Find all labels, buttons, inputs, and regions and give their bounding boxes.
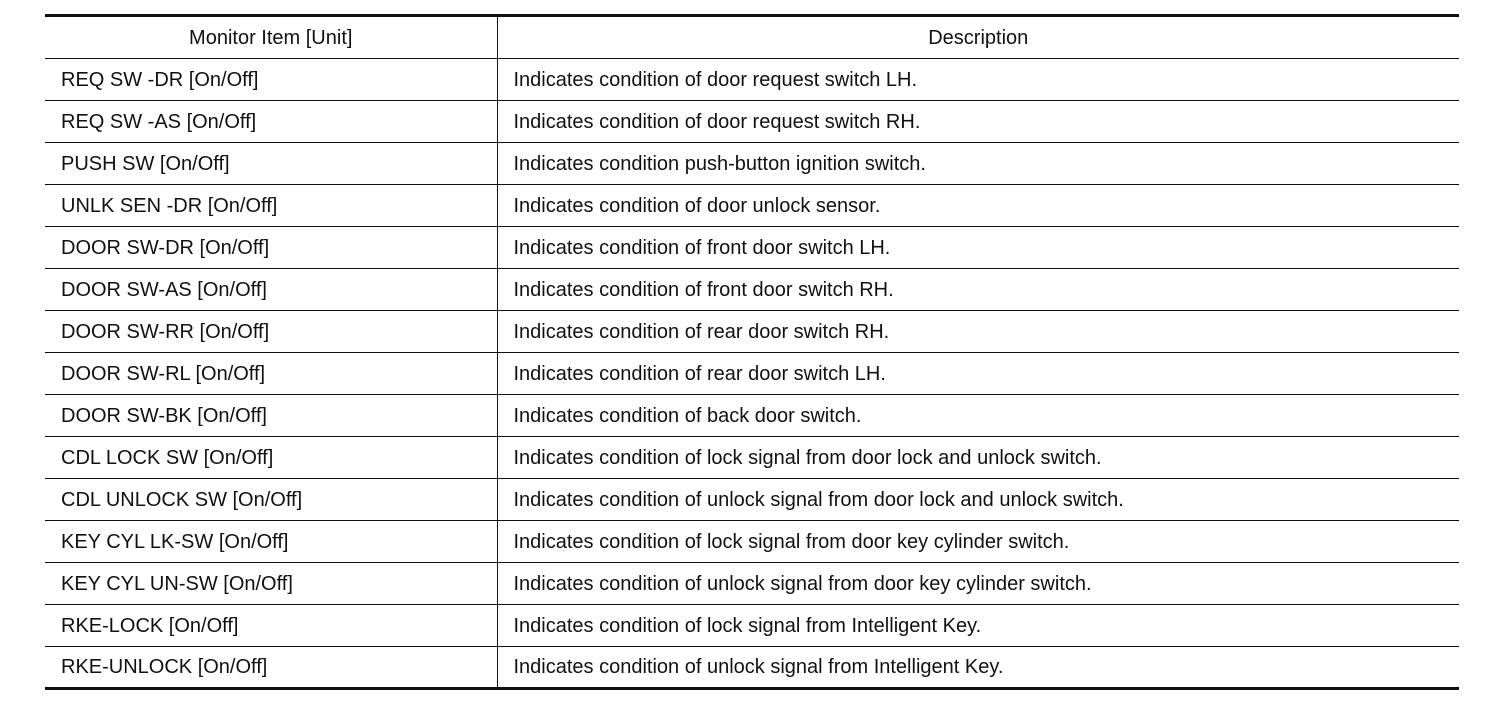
monitor-item-cell: REQ SW -DR [On/Off] (45, 59, 497, 101)
monitor-item-cell: DOOR SW-DR [On/Off] (45, 227, 497, 269)
monitor-item-cell: RKE-LOCK [On/Off] (45, 605, 497, 647)
monitor-item-cell: KEY CYL UN-SW [On/Off] (45, 563, 497, 605)
description-cell: Indicates condition of lock signal from Intelligent Key. (513, 614, 982, 637)
table-row (45, 185, 1459, 227)
monitor-item-cell: KEY CYL LK-SW [On/Off] (45, 521, 497, 563)
description-cell: Indicates condition of door unlock sensor. (513, 194, 881, 217)
table-row (45, 437, 1459, 479)
monitor-item-table (45, 14, 1459, 690)
table-row (45, 647, 1459, 689)
table-row (45, 605, 1459, 647)
monitor-item-cell: DOOR SW-BK [On/Off] (45, 395, 497, 437)
monitor-item-cell: DOOR SW-RL [On/Off] (45, 353, 497, 395)
description-cell: Indicates condition of back door switch. (513, 404, 862, 427)
description-cell: Indicates condition of unlock signal from Intelligent Key. (513, 656, 1004, 678)
description-cell: Indicates condition of door request switch LH. (513, 68, 918, 91)
description-cell: Indicates condition of lock signal from door key cylinder switch. (513, 530, 1070, 553)
description-header: Description (928, 26, 1029, 49)
table-body (45, 59, 1459, 689)
table-row (45, 227, 1459, 269)
description-cell: Indicates condition of unlock signal from door lock and unlock switch. (513, 488, 1124, 511)
table-header-row (45, 16, 1459, 59)
table-row (45, 521, 1459, 563)
description-cell: Indicates condition of lock signal from door lock and unlock switch. (513, 446, 1102, 469)
table-row (45, 143, 1459, 185)
table-row (45, 479, 1459, 521)
table-row (45, 311, 1459, 353)
monitor-item-header: Monitor Item [Unit] (45, 16, 497, 59)
monitor-item-cell: REQ SW -AS [On/Off] (45, 101, 497, 143)
description-cell: Indicates condition of unlock signal from door key cylinder switch. (513, 572, 1092, 595)
description-cell: Indicates condition of door request switch RH. (513, 110, 921, 133)
table-row (45, 269, 1459, 311)
monitor-item-cell: UNLK SEN -DR [On/Off] (45, 185, 497, 227)
description-cell: Indicates condition of rear door switch RH. (513, 320, 890, 343)
table-row (45, 101, 1459, 143)
description-cell: Indicates condition of front door switch LH. (513, 236, 891, 259)
monitor-item-cell: PUSH SW [On/Off] (45, 143, 497, 185)
table-row (45, 563, 1459, 605)
monitor-item-cell: CDL UNLOCK SW [On/Off] (45, 479, 497, 521)
table-row (45, 395, 1459, 437)
monitor-item-cell: CDL LOCK SW [On/Off] (45, 437, 497, 479)
table-row (45, 59, 1459, 101)
description-cell: Indicates condition push-button ignition switch. (513, 152, 926, 175)
description-cell: Indicates condition of rear door switch LH. (513, 362, 886, 385)
monitor-item-cell: DOOR SW-RR [On/Off] (45, 311, 497, 353)
monitor-item-cell: DOOR SW-AS [On/Off] (45, 269, 497, 311)
description-cell: Indicates condition of front door switch RH. (513, 278, 894, 301)
table-row (45, 353, 1459, 395)
monitor-item-cell: RKE-UNLOCK [On/Off] (45, 647, 497, 689)
table-header (45, 16, 1459, 59)
